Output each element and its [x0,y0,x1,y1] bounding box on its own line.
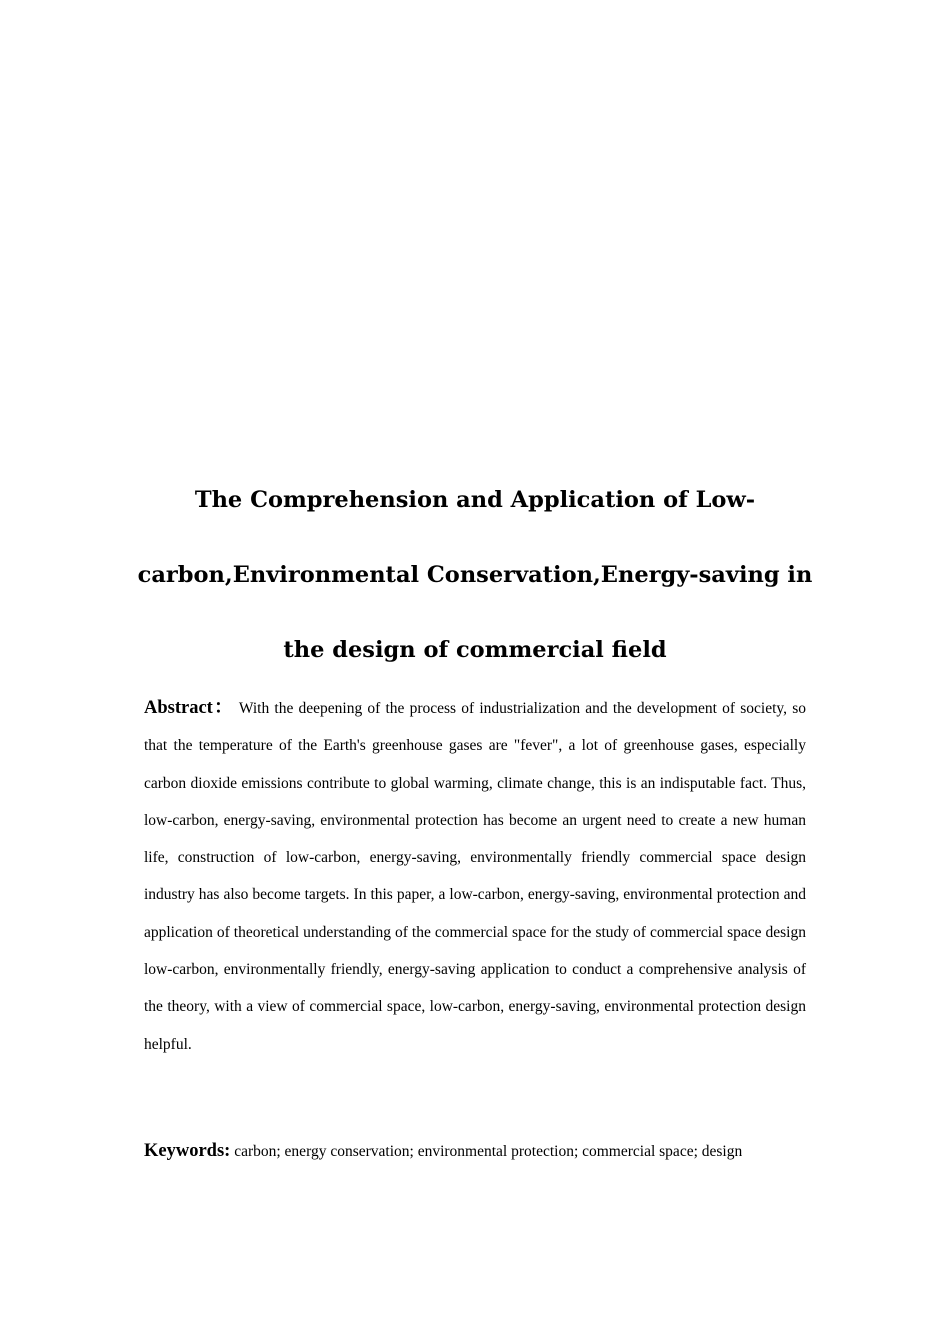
keywords-paragraph [144,1133,844,1170]
abstract-paragraph [144,690,806,1063]
abstract-label: Abstract： [144,698,234,718]
paper-title-line-1: The Comprehension and Application of Low- [194,487,756,513]
abstract-text: With the deepening of the process of industrialization and the development of society, so that the temperature of the Earth's greenhouse gases are "fever", a lot of greenhouse gases, especially carbon dioxide emissions contribute to global warming, climate change, this is an indisputable fact. Thus, low-carbon, energy-saving, environmental protection has become an urgent need to create a new human life, construction of low-carbon, energy-saving, environmentally friendly commercial space design industry has also become targets. In this paper, a low-carbon, energy-saving, environmental protection and application of theoretical understanding of the commercial space for the study of commercial space design low-carbon, environmentally friendly, energy-saving application to conduct a comprehensive analysis of the theory, with a view of commercial space, low-carbon, energy-saving, environmental protection design helpful. [144,700,806,1053]
keywords-text: carbon; energy conservation; environmental protection; commercial space; design [234,1143,743,1160]
paper-title [120,463,830,688]
keywords-label: Keywords: [144,1141,231,1161]
paper-title-line-2: carbon,Environmental Conservation,Energy-saving in [137,562,813,588]
paper-title-line-3: the design of commercial field [283,637,667,663]
